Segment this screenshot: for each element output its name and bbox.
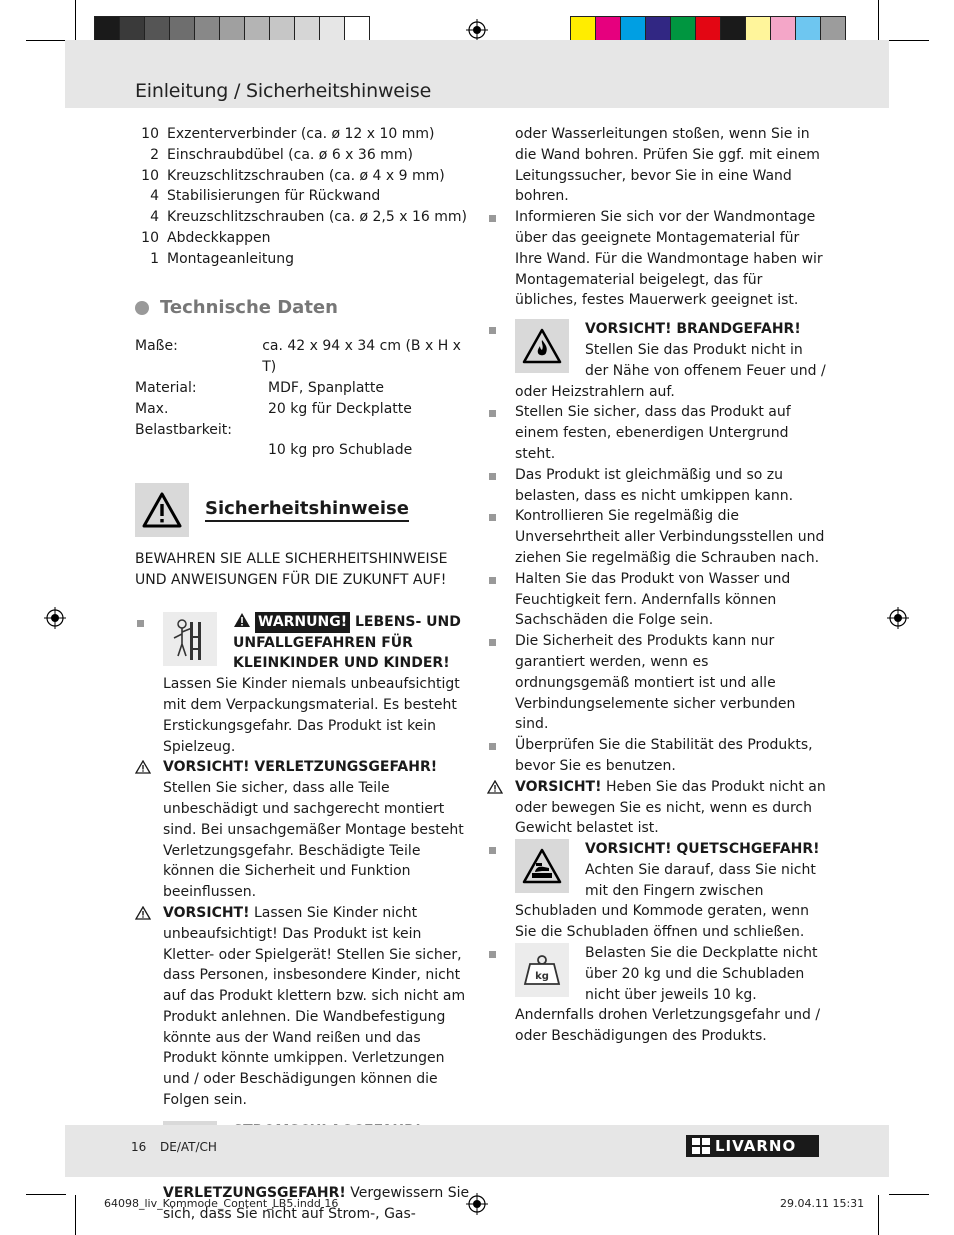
moisture-text: Halten Sie das Produkt von Wasser und Feuchtigkeit fern. Andernfalls können Sachschäden die Folge sein. — [515, 570, 791, 629]
even-load-item — [487, 465, 827, 507]
crop-mark — [878, 0, 879, 40]
registration-mark-icon — [44, 607, 66, 629]
bullet-square-icon — [489, 473, 496, 480]
check-joints-item — [487, 506, 827, 568]
stability-item — [487, 735, 827, 777]
spec-row — [135, 378, 470, 399]
small-warning-icon — [487, 780, 503, 794]
spec-row — [135, 336, 470, 378]
left-column — [135, 124, 470, 1225]
fire-hazard-icon — [515, 319, 569, 373]
crop-mark — [75, 1195, 76, 1235]
load-limit-text: Belasten Sie die Deckplatte nicht über 20 kg und die Schubladen nicht über jeweils 10 kg. Andernfalls drohen Verletzungsgefahr und / oder Beschädigungen des Produkts. — [515, 945, 821, 1045]
fire-item — [487, 319, 827, 402]
safety-guarantee-item — [487, 631, 827, 735]
even-load-text: Das Produkt ist gleichmäßig und so zu belasten, dass es nicht umkippen kann. — [515, 466, 794, 504]
logo-mark-icon — [692, 1138, 710, 1154]
slug-date: 29.04.11 15:31 — [780, 1197, 865, 1210]
pinch-body: Achten Sie darauf, dass Sie nicht mit den Fingern zwischen Schubladen und Kommode geraten, wenn Sie die Schubladen öffnen und schließen. — [515, 861, 816, 941]
slug-file: 64098_liv_Kommode_Content_LB5.indd 16 — [104, 1197, 339, 1210]
part-qty: 2 — [150, 146, 159, 163]
brand-logo — [686, 1135, 819, 1157]
warnung-chip: WARNUNG! — [255, 612, 350, 633]
part-text: Einschraubdübel (ca. ø 6 x 36 mm) — [167, 146, 413, 163]
small-warning-icon — [135, 906, 151, 920]
crop-mark — [889, 40, 929, 41]
small-warning-icon — [233, 612, 251, 628]
pinch-item — [487, 839, 827, 943]
warnung-head: LEBENS- UND UNFALLGEFAHREN FÜR KLEINKINDER UND KINDER! — [233, 613, 461, 672]
parts-row — [135, 145, 470, 166]
part-text: Kreuzschlitzschrauben (ca. ø 4 x 9 mm) — [167, 167, 445, 184]
part-text: Stabilisierungen für Rückwand — [167, 188, 381, 205]
language-code: DE/AT/CH — [160, 1140, 217, 1154]
ground-item — [487, 402, 827, 464]
bullet-square-icon — [489, 577, 496, 584]
crop-mark — [878, 1195, 879, 1235]
part-qty: 10 — [141, 126, 159, 142]
spec-key: Material: — [135, 379, 197, 396]
no-move-heading: VORSICHT! — [515, 778, 602, 795]
moisture-item — [487, 569, 827, 631]
crop-mark — [75, 0, 76, 40]
parts-row — [135, 249, 470, 270]
spec-row — [135, 440, 470, 461]
bullet-square-icon — [489, 514, 496, 521]
check-joints-text: Kontrollieren Sie regelmäßig die Unversehrtheit aller Verbindungsstellen und ziehen Sie regelmäßig die Schrauben nach. — [515, 508, 825, 566]
spec-value: ca. 42 x 94 x 34 cm (B x H x T) — [262, 338, 461, 376]
electric-continued: oder Wasserleitungen stoßen, wenn Sie in die Wand bohren. Prüfen Sie ggf. mit einem Leitungssucher, bevor Sie in eine Wand bohren. — [515, 126, 820, 205]
safety-heading — [135, 483, 470, 537]
bullet-square-icon — [489, 639, 496, 646]
part-qty: 10 — [141, 229, 159, 246]
stability-text: Überprüfen Sie die Stabilität des Produkts, bevor Sie es benutzen. — [515, 737, 813, 774]
warning-children-item — [135, 612, 470, 758]
tech-heading — [135, 298, 470, 319]
safety-title: Sicherheitshinweise — [205, 498, 409, 522]
load-limit-item — [487, 943, 827, 1047]
bullet-square-icon — [489, 410, 496, 417]
bullet-square-icon — [489, 951, 496, 958]
electric-body: Vergewissern Sie sich, dass Sie nicht auf Strom-, Gas- — [163, 1185, 470, 1223]
spec-key: Max. Belastbarkeit: — [135, 400, 233, 438]
parts-row — [135, 207, 470, 228]
parts-row — [135, 124, 470, 145]
ground-text: Stellen Sie sicher, dass das Produkt auf einem festen, ebenerdigen Untergrund steht. — [515, 404, 791, 462]
bullet-square-icon — [489, 327, 496, 334]
crop-mark — [889, 1194, 929, 1195]
tech-title: Technische Daten — [160, 296, 338, 318]
spec-value: 20 kg für Deckplatte — [268, 400, 412, 417]
bullet-square-icon — [137, 620, 144, 627]
warning-triangle-icon — [135, 483, 189, 537]
weight-icon — [515, 943, 569, 997]
part-qty: 4 — [150, 209, 159, 226]
injury-heading: VORSICHT! VERLETZUNGSGEFAHR! — [163, 759, 438, 776]
spec-key: Maße: — [135, 338, 178, 355]
right-column — [487, 124, 827, 1047]
parts-row — [135, 166, 470, 187]
wall-mount-item — [487, 207, 827, 311]
spec-value: MDF, Spanplatte — [268, 379, 384, 396]
wall-mount-text: Informieren Sie sich vor der Wandmontage über das geeignete Montagematerial für Ihre Wand. Für die Wandmontage haben wir Montagematerial beigelegt, das für übliches, festes Mauerwerk geeignet ist. — [515, 209, 823, 309]
pinch-hazard-icon — [515, 839, 569, 893]
fire-heading: VORSICHT! BRANDGEFAHR! — [585, 321, 801, 338]
parts-row — [135, 186, 470, 207]
children-caution-heading: VORSICHT! — [163, 904, 250, 921]
injury-body: Stellen Sie sicher, dass alle Teile unbeschädigt und sachgerecht montiert sind. Bei unsachgemäßer Montage besteht Verletzungsgefahr. Beschädigte Teile können die Sicherheit und Funktion beeinflussen. — [163, 780, 464, 901]
part-qty: 4 — [150, 188, 159, 205]
part-text: Montageanleitung — [167, 250, 295, 267]
children-caution-body: Lassen Sie Kinder nicht unbeaufsichtigt! Das Produkt ist kein Kletter- oder Spielgerät! Stellen Sie sicher, dass Personen, insbesondere Kinder, nicht auf das Produkt klettern bzw. sich nicht am Produkt anlehnen. Die Wandbefestigung könnte aus der Wand reißen und das Produkt könnte umkippen. Verletzungen und / oder Beschädigungen können die Folgen sein. — [163, 904, 466, 1109]
small-warning-icon — [135, 760, 151, 774]
bullet-square-icon — [489, 847, 496, 854]
no-move-item — [487, 777, 827, 839]
kg-label: kg — [535, 971, 549, 983]
part-qty: 1 — [150, 250, 159, 267]
safety-guarantee-text: Die Sicherheit des Produkts kann nur garantiert werden, wenn es ordnungsgemäß montiert ist und alle Verbindungselemente sicher verbunden sind. — [515, 633, 796, 733]
children-caution-item — [135, 903, 470, 1111]
spec-key — [135, 440, 268, 461]
fire-body: Stellen Sie das Produkt nicht in der Nähe von offenem Feuer und / oder Heizstrahlern auf. — [515, 341, 826, 400]
no-move-body: Heben Sie das Produkt nicht an oder bewegen Sie es nicht, wenn es durch Gewicht belastet ist. — [515, 778, 826, 837]
page-title: Einleitung / Sicherheitshinweise — [135, 80, 432, 102]
parts-list — [135, 124, 470, 270]
crop-mark — [26, 40, 66, 41]
bullet-square-icon — [489, 743, 496, 750]
part-qty: 10 — [141, 167, 159, 184]
bullet-dot-icon — [135, 301, 149, 315]
pinch-heading: VORSICHT! QUETSCHGEFAHR! — [585, 841, 820, 858]
injury-item — [135, 757, 470, 903]
bullet-square-icon — [489, 215, 496, 222]
page-number: 16 — [131, 1140, 147, 1154]
spec-value: 10 kg pro Schublade — [268, 442, 413, 459]
part-text: Exzenterverbinder (ca. ø 12 x 10 mm) — [167, 126, 435, 142]
parts-row — [135, 228, 470, 249]
brand-name: LIVARNO — [715, 1137, 797, 1155]
spec-table — [135, 336, 470, 461]
part-text: Abdeckkappen — [167, 229, 271, 246]
spec-row — [135, 399, 470, 441]
registration-mark-icon — [466, 19, 488, 41]
registration-mark-icon — [887, 607, 909, 629]
part-text: Kreuzschlitzschrauben (ca. ø 2,5 x 16 mm) — [167, 209, 467, 226]
keep-instructions: BEWAHREN SIE ALLE SICHERHEITSHINWEISE UND ANWEISUNGEN FÜR DIE ZUKUNFT AUF! — [135, 551, 448, 588]
child-climbing-icon — [163, 612, 217, 666]
crop-mark — [26, 1194, 66, 1195]
electric-heading: VERLETZUNGSGEFAHR! — [163, 1185, 346, 1202]
warnung-body: Lassen Sie Kinder niemals unbeaufsichtigt mit dem Verpackungsmaterial. Es besteht Erstickungsgefahr. Das Produkt ist kein Spielzeug. — [163, 676, 460, 755]
